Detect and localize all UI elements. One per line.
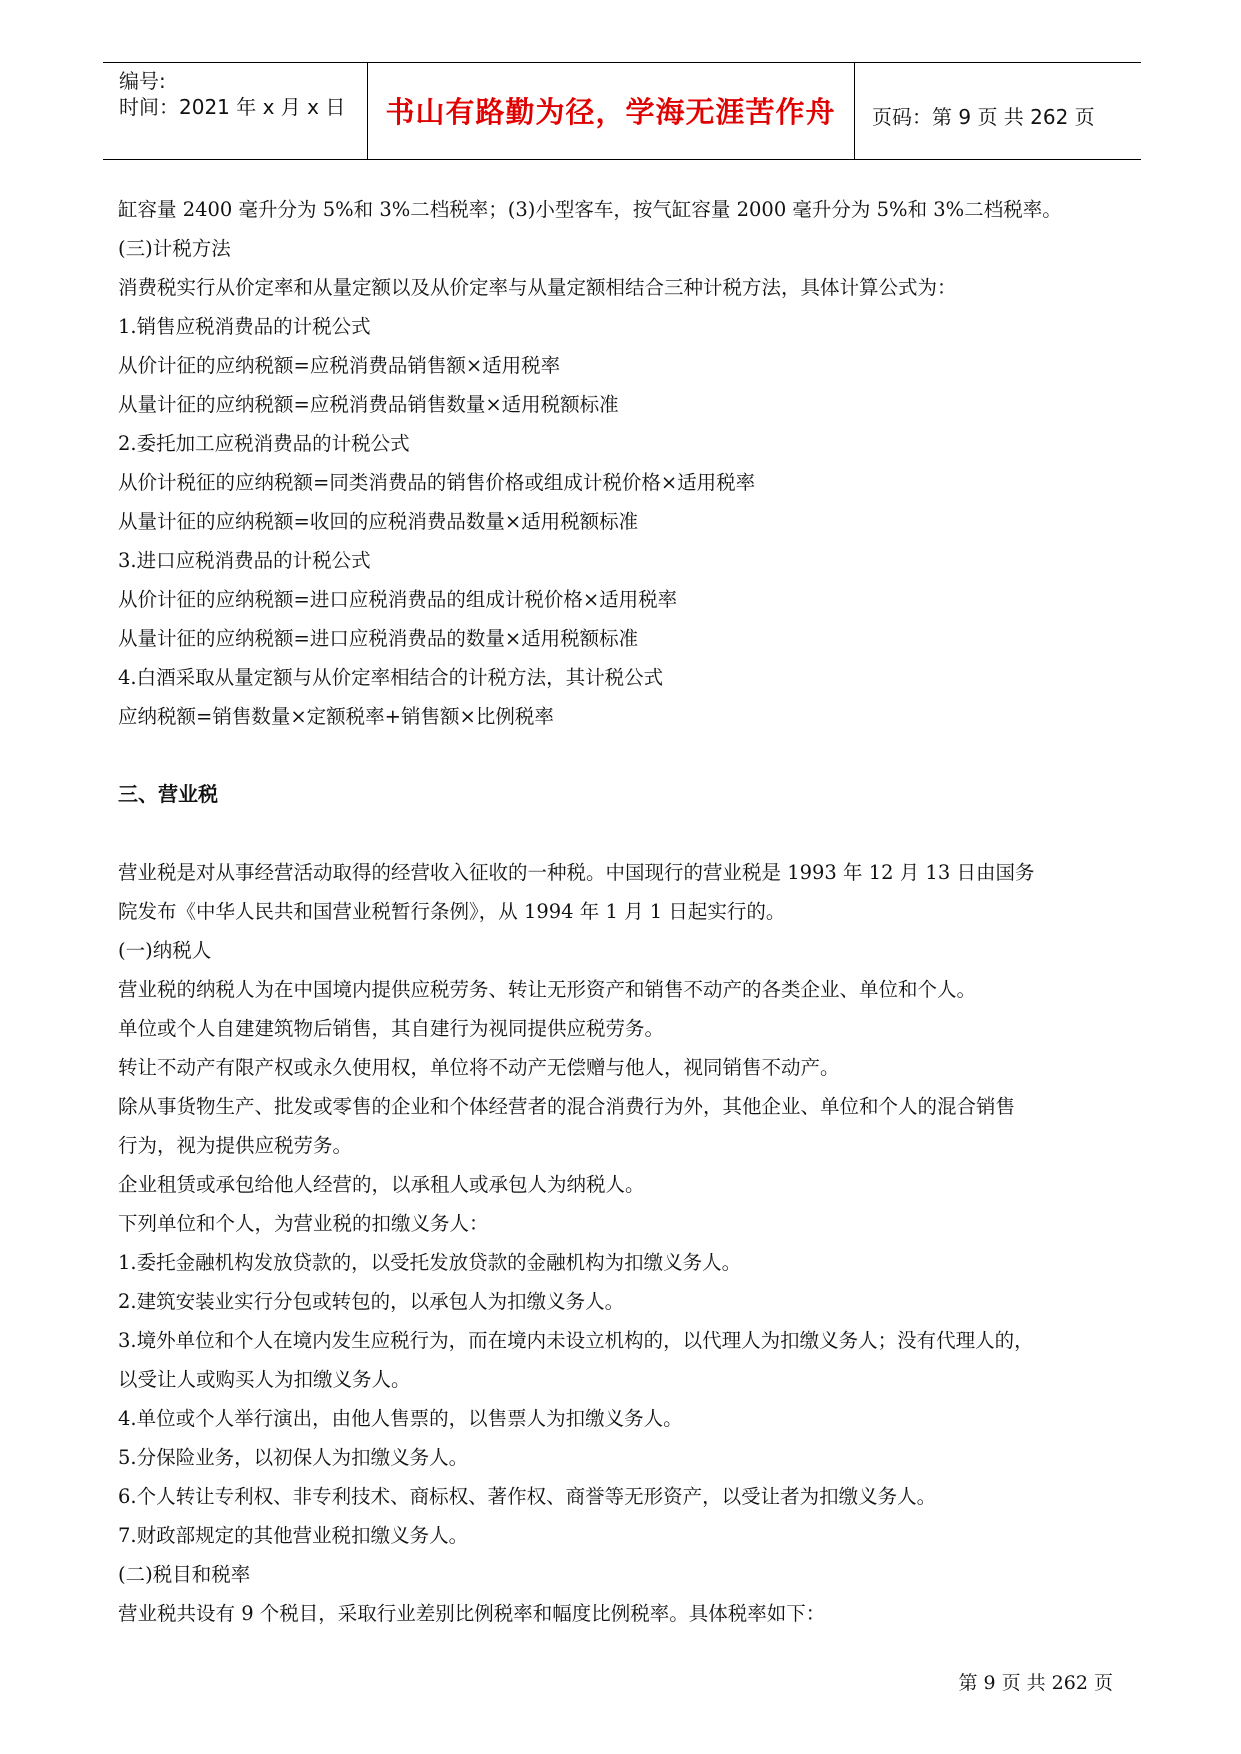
body-line: 行为，视为提供应税劳务。 [118, 1134, 353, 1157]
body-line: 除从事货物生产、批发或零售的企业和个体经营者的混合消费行为外，其他企业、单位和个人的混合销售 [118, 1095, 1016, 1118]
formula-line: 从量计征的应纳税额=应税消费品销售数量×适用税额标准 [118, 393, 619, 416]
body-line: 以受让人或购买人为扣缴义务人。 [118, 1368, 411, 1391]
formula-line: 应纳税额=销售数量×定额税率+销售额×比例税率 [118, 705, 554, 728]
list-item: 1.委托金融机构发放贷款的，以受托发放贷款的金融机构为扣缴义务人。 [118, 1251, 742, 1274]
list-item: 6.个人转让专利权、非专利技术、商标权、著作权、商誉等无形资产，以受让者为扣缴义务人。 [118, 1485, 937, 1508]
list-item: 4.白酒采取从量定额与从价定率相结合的计税方法，其计税公式 [118, 666, 664, 689]
body-line: 下列单位和个人，为营业税的扣缴义务人： [118, 1212, 489, 1235]
formula-line: 从量计征的应纳税额=进口应税消费品的数量×适用税额标准 [118, 627, 639, 650]
header-page-cell [854, 63, 1141, 159]
list-item: 4.单位或个人举行演出，由他人售票的，以售票人为扣缴义务人。 [118, 1407, 683, 1430]
formula-line: 从价计征的应纳税额=进口应税消费品的组成计税价格×适用税率 [118, 588, 678, 611]
list-item: 1.销售应税消费品的计税公式 [118, 315, 371, 338]
section-heading: 三、营业税 [118, 782, 218, 806]
body-line: 消费税实行从价定率和从量定额以及从价定率与从量定额相结合三种计税方法，具体计算公式为： [118, 276, 957, 299]
formula-line: 从量计征的应纳税额=收回的应税消费品数量×适用税额标准 [118, 510, 639, 533]
header-page-code: 页码：第 9 页 共 262 页 [872, 105, 1095, 129]
body-line: 营业税是对从事经营活动取得的经营收入征收的一种税。中国现行的营业税是 1993 年 12 月 13 日由国务 [118, 861, 1035, 884]
list-item: 2.委托加工应税消费品的计税公式 [118, 432, 410, 455]
body-line: 院发布《中华人民共和国营业税暂行条例》，从 1994 年 1 月 1 日起实行的。 [118, 900, 786, 923]
page-header [103, 62, 1141, 160]
body-line: 企业租赁或承包给他人经营的，以承租人或承包人为纳税人。 [118, 1173, 645, 1196]
list-item: 7.财政部规定的其他营业税扣缴义务人。 [118, 1524, 469, 1547]
document-time-label: 时间：2021 年 x 月 x 日 [119, 95, 346, 119]
body-line: 营业税的纳税人为在中国境内提供应税劳务、转让无形资产和销售不动产的各类企业、单位和个人。 [118, 978, 977, 1001]
list-item: 3.境外单位和个人在境内发生应税行为，而在境内未设立机构的，以代理人为扣缴义务人；没有代理人的， [118, 1329, 1034, 1352]
document-body [118, 190, 1128, 1633]
body-line: 营业税共设有 9 个税目，采取行业差别比例税率和幅度比例税率。具体税率如下： [118, 1602, 826, 1625]
subsection-heading: (二)税目和税率 [118, 1563, 251, 1586]
body-line: 缸容量 2400 毫升分为 5%和 3%二档税率；(3)小型客车，按气缸容量 2000 毫升分为 5%和 3%二档税率。 [118, 198, 1062, 221]
body-line: 转让不动产有限产权或永久使用权，单位将不动产无偿赠与他人，视同销售不动产。 [118, 1056, 840, 1079]
subsection-heading: (一)纳税人 [118, 939, 212, 962]
header-motto-cell [367, 63, 855, 159]
list-item: 5.分保险业务，以初保人为扣缴义务人。 [118, 1446, 469, 1469]
formula-line: 从价计征的应纳税额=应税消费品销售额×适用税率 [118, 354, 561, 377]
page-footer: 第 9 页 共 262 页 [958, 1672, 1113, 1694]
formula-line: 从价计税征的应纳税额=同类消费品的销售价格或组成计税价格×适用税率 [118, 471, 756, 494]
list-item: 3.进口应税消费品的计税公式 [118, 549, 371, 572]
header-motto: 书山有路勤为径，学海无涯苦作舟 [385, 95, 836, 129]
document-number-label: 编号: [119, 69, 166, 93]
header-info-cell [103, 63, 368, 159]
body-line: 单位或个人自建建筑物后销售，其自建行为视同提供应税劳务。 [118, 1017, 665, 1040]
list-item: 2.建筑安装业实行分包或转包的，以承包人为扣缴义务人。 [118, 1290, 625, 1313]
subsection-heading: (三)计税方法 [118, 237, 231, 260]
